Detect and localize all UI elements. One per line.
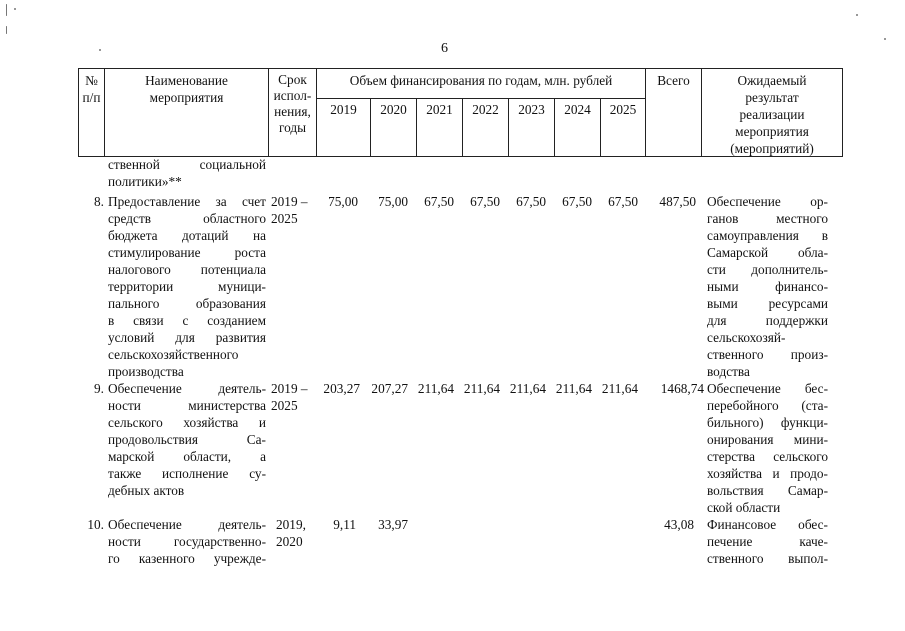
header-name: Наименование мероприятия — [105, 69, 269, 157]
value-2023: 211,64 — [509, 381, 546, 396]
header-year-2022: 2022 — [463, 99, 509, 157]
header-result: Ожидаемый результат реализации мероприятия (мероприятий) — [702, 69, 843, 157]
header-year-2019: 2019 — [317, 99, 371, 157]
row-number: 8. — [94, 194, 104, 209]
value-2023: 67,50 — [516, 194, 546, 209]
header-year-2024: 2024 — [555, 99, 601, 157]
row-term: 2019 – 2025 — [271, 381, 308, 413]
row-term: 2019 – 2025 — [271, 194, 308, 226]
row-number: 10. — [87, 517, 104, 532]
page-number: 6 — [441, 41, 448, 56]
header-year-2020: 2020 — [371, 99, 417, 157]
header-year-2025: 2025 — [601, 99, 646, 157]
value-2020: 207,27 — [371, 381, 408, 396]
row-total: 1468,74 — [660, 381, 704, 396]
value-2019: 9,11 — [333, 517, 356, 532]
header-financing-title: Объем финансирования по годам, млн. рублей — [317, 69, 646, 99]
value-2024: 67,50 — [562, 194, 592, 209]
continuation-text: ственной социальной политики»** — [108, 157, 266, 189]
value-2022: 211,64 — [463, 381, 500, 396]
scan-mark — [6, 4, 7, 16]
row-result: Финансовое обес- печение каче- ственного выпол- — [707, 517, 828, 566]
scan-mark — [856, 14, 858, 16]
header-num: № п/п — [79, 69, 105, 157]
header-year-2023: 2023 — [509, 99, 555, 157]
value-2020: 33,97 — [378, 517, 408, 532]
scan-mark — [99, 49, 101, 51]
row-result: Обеспечение бес- перебойного (ста- бильного) функци- онирования мини- стерства сельского хозяйства и продо- вольствия Самар- ской области — [707, 381, 828, 515]
scan-mark — [6, 26, 7, 34]
value-2022: 67,50 — [470, 194, 500, 209]
value-2020: 75,00 — [378, 194, 408, 209]
header-total: Всего — [646, 69, 702, 157]
value-2019: 203,27 — [323, 381, 360, 396]
row-name: Обеспечение деятель- ности министерства сельского хозяйства и продовольствия Са- марской области, а также исполнение су- дебных актов — [108, 381, 266, 498]
table-header — [78, 68, 843, 157]
value-2021: 67,50 — [424, 194, 454, 209]
row-name: Обеспечение деятель- ности государственно- го казенного учрежде- — [108, 517, 266, 566]
value-2025: 67,50 — [608, 194, 638, 209]
value-2024: 211,64 — [555, 381, 592, 396]
header-year-2021: 2021 — [417, 99, 463, 157]
row-number: 9. — [94, 381, 104, 396]
value-2021: 211,64 — [417, 381, 454, 396]
row-total: 487,50 — [659, 194, 696, 209]
row-term: 2019, 2020 — [276, 517, 306, 549]
value-2019: 75,00 — [328, 194, 358, 209]
row-total: 43,08 — [664, 517, 694, 532]
header-term: Срок испол- нения, годы — [269, 69, 317, 157]
scan-mark — [884, 38, 886, 40]
row-result: Обеспечение ор- ганов местного самоуправления в Самарской обла- сти дополнитель- ными финансо- выми ресурсами для поддержки сельскохозяй- ственного произ- водства — [707, 194, 828, 379]
row-name: Предоставление за счет средств областного бюджета дотаций на стимулирование роста налогового потенциала территории муници- пального образования в связи с созданием условий для развития сельскохозяйственного производства — [108, 194, 266, 379]
scan-mark — [14, 8, 16, 10]
value-2025: 211,64 — [601, 381, 638, 396]
